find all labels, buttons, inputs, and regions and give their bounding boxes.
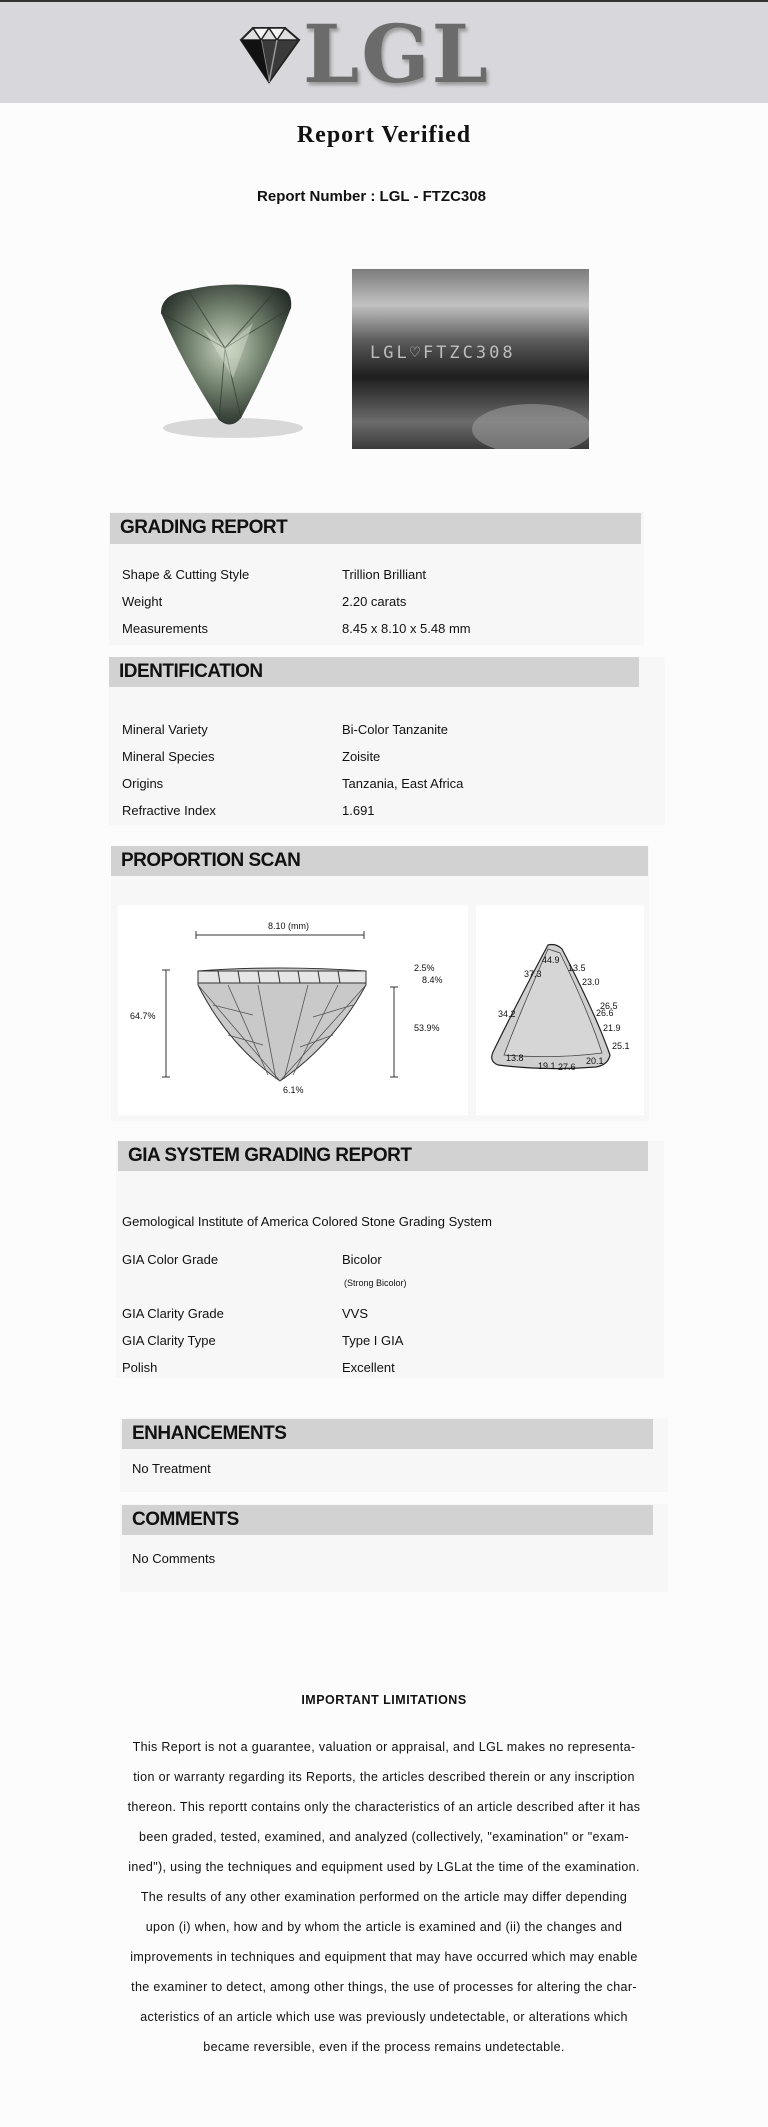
identification-label-3: Refractive Index <box>122 803 216 818</box>
comments-text: No Comments <box>132 1551 216 1566</box>
limitations-line: been graded, tested, examined, and analyzed (collectively, "examination" or "exam- <box>139 1830 629 1844</box>
top-label-4: 26.5 <box>600 1001 618 1011</box>
gia-system-text: Gemological Institute of America Colored Stone Grading System <box>122 1214 492 1229</box>
header-banner <box>0 2 768 103</box>
top-label-10: 19.1 <box>538 1061 556 1071</box>
limitations-line: became reversible, even if the process remains undetectable. <box>203 2040 565 2054</box>
top-label-6: 34.2 <box>498 1009 516 1019</box>
top-label-7: 21.9 <box>603 1023 621 1033</box>
top-label-3: 23.0 <box>582 977 600 987</box>
gem-photo <box>133 268 323 460</box>
top-view-diagram <box>476 905 644 1115</box>
grading-label-2: Measurements <box>122 621 208 636</box>
top-label-0: 44.9 <box>542 955 560 965</box>
grading-value-1: 2.20 carats <box>342 594 407 609</box>
gia-label-1: GIA Clarity Grade <box>122 1306 224 1321</box>
top-label-11: 27.6 <box>558 1062 576 1072</box>
top-label-5: 26.6 <box>596 1008 614 1018</box>
identification-value-3: 1.691 <box>342 803 375 818</box>
side-crown-label: 2.5% <box>414 963 435 973</box>
inscription-photo <box>352 269 589 449</box>
gia-value-0: Bicolor <box>342 1252 382 1267</box>
grading-value-2: 8.45 x 8.10 x 5.48 mm <box>342 621 471 636</box>
inscription-text: LGL♡FTZC308 <box>370 343 516 363</box>
gia-value-3: Excellent <box>342 1360 395 1375</box>
side-width-label: 8.10 (mm) <box>268 921 310 931</box>
limitations-line: the examiner to detect, among other things, the use of processes for altering the char- <box>131 1980 637 1994</box>
identification-value-0: Bi-Color Tanzanite <box>342 722 448 737</box>
enhancements-heading: ENHANCEMENTS <box>122 1419 653 1449</box>
top-label-2: 13.5 <box>568 963 586 973</box>
gia-label-3: Polish <box>122 1360 158 1375</box>
limitations-line: upon (i) when, how and by whom the article is examined and (ii) the changes and <box>145 1920 623 1934</box>
top-label-9: 13.8 <box>506 1053 524 1063</box>
limitations-line: This Report is not a guarantee, valuation or appraisal, and LGL makes no representa- <box>132 1740 636 1754</box>
limitations-heading: IMPORTANT LIMITATIONS <box>301 1693 467 1707</box>
lgl-logo[interactable] <box>233 7 493 101</box>
grading-label-1: Weight <box>122 594 163 609</box>
proportion-scan-heading: PROPORTION SCAN <box>111 846 648 876</box>
gia-label-2: GIA Clarity Type <box>122 1333 216 1348</box>
side-crown-height-label: 8.4% <box>422 975 443 985</box>
identification-label-0: Mineral Variety <box>122 722 208 737</box>
grading-label-0: Shape & Cutting Style <box>122 567 250 582</box>
gia-label-0: GIA Color Grade <box>122 1252 219 1267</box>
enhancements-text: No Treatment <box>132 1461 211 1476</box>
limitations-line: The results of any other examination performed on the article may differ depending <box>140 1890 628 1904</box>
side-culet-label: 6.1% <box>283 1085 304 1095</box>
side-pavilion-label: 53.9% <box>414 1023 440 1033</box>
side-profile-diagram <box>118 905 468 1115</box>
diamond-icon <box>233 22 305 86</box>
side-depth-label: 64.7% <box>130 1011 156 1021</box>
identification-heading: IDENTIFICATION <box>109 657 639 687</box>
gia-value-2: Type I GIA <box>342 1333 404 1348</box>
report-number: Report Number : LGL - FTZC308 <box>257 188 486 205</box>
gia-heading: GIA SYSTEM GRADING REPORT <box>118 1141 648 1171</box>
gia-value-1: VVS <box>342 1306 369 1321</box>
limitations-line: acteristics of an article which use was previously undetectable, or alterations which <box>140 2010 628 2024</box>
limitations-line: tion or warranty regarding its Reports, the articles described therein or any inscription <box>133 1770 635 1784</box>
top-label-12: 20.1 <box>586 1056 604 1066</box>
logo-text: LGL <box>303 7 490 101</box>
identification-label-1: Mineral Species <box>122 749 215 764</box>
top-label-1: 37.3 <box>524 969 542 979</box>
identification-value-1: Zoisite <box>342 749 381 764</box>
limitations-text <box>118 1732 650 2062</box>
identification-value-2: Tanzania, East Africa <box>342 776 464 791</box>
gia-value-0-sub: (Strong Bicolor) <box>344 1278 407 1288</box>
limitations-line: thereon. This reportt contains only the characteristics of an article described after it has <box>127 1800 641 1814</box>
page-title: Report Verified <box>296 122 472 148</box>
grading-report-heading: GRADING REPORT <box>110 513 641 544</box>
grading-value-0: Trillion Brilliant <box>342 567 427 582</box>
limitations-line: ined"), using the techniques and equipment used by LGLat the time of the examination. <box>128 1860 640 1874</box>
limitations-line: improvements in techniques and equipment that may have occurred which may enable <box>130 1950 638 1964</box>
identification-label-2: Origins <box>122 776 164 791</box>
top-label-8: 25.1 <box>612 1041 630 1051</box>
comments-heading: COMMENTS <box>122 1505 653 1535</box>
